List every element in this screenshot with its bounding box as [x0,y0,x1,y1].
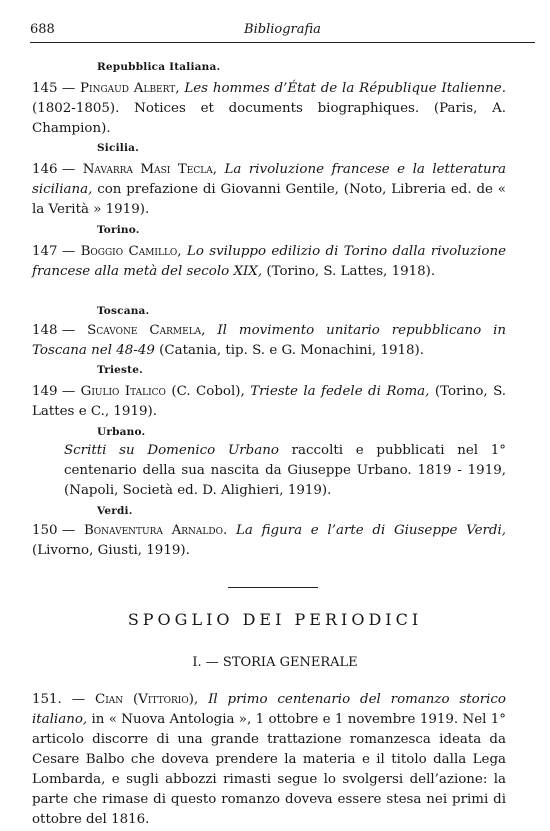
section-label-toscana: Toscana. [97,305,150,317]
entry-details: (Torino, S. Lattes, 1918). [266,264,436,279]
entry-number: 148 — [32,323,76,338]
entry-title: Trieste la fedele di Roma, [250,384,430,399]
page-header [30,16,535,43]
entry-number: 146 — [32,162,76,177]
entry-author: Boggio Camillo, [80,244,182,259]
section-label-torino: Torino. [97,224,140,236]
entry-145 [32,79,506,139]
entry-details: (1802-1805). Notices et documents biographiques. (Paris, A. Champion). [32,101,506,136]
entry-details-pre: (C. Cobol), [171,384,245,399]
entry-number: 149 — [32,384,76,399]
entry-151 [32,690,506,830]
entry-150 [32,521,506,561]
entry-details: con prefazione di Giovanni Gentile, (Noto, Libreria ed. de « la Verità » 1919). [32,182,506,217]
section-label-trieste: Trieste. [97,364,143,376]
entry-title: La figura e l’arte di Giuseppe Verdi, [235,523,507,538]
entry-number: 150 — [32,523,76,538]
section-divider [228,587,318,588]
entry-title: Il movimento unitario repubblicano in Toscana nel 48-49 [32,323,506,358]
entry-title: La rivoluzione francese e la letteratura siciliana, [32,162,506,197]
section-label-repubblica: Repubblica Italiana. [97,61,221,73]
entry-author: Cian (Vittorio), [94,692,199,707]
entry-149 [32,382,506,422]
entry-title: Lo sviluppo edilizio di Torino dalla rivoluzione francese alla metà del secolo XIX, [32,244,506,279]
entry-title: Les hommes d’État de la République Italienne. [184,81,506,96]
entry-details: in « Nuova Antologia », 1 ottobre e 1 novembre 1919. [91,712,459,727]
entry-number: 147 — [32,244,76,259]
entry-number: 151. — [32,692,86,707]
subsection-heading: I. — STORIA GENERALE [192,655,358,670]
running-title: Bibliografia [244,22,321,37]
entry-author: Bonaventura Arnaldo. [83,523,228,538]
entry-details: (Catania, tip. S. e G. Monachini, 1918). [159,343,424,358]
entry-author: Giulio Italico [80,384,166,399]
entry-title: Il primo centenario del romanzo storico italiano, [32,692,506,727]
section-label-verdi: Verdi. [97,505,133,517]
section-label-sicilia: Sicilia. [97,142,139,154]
entry-details: raccolti e pubblicati nel 1° centenario della sua nascita da Giuseppe Urbano. 1819 - 1919, (Napoli, Società ed. D. Alighieri, 1919). [64,443,506,498]
page-number: 688 [30,22,55,37]
entry-number: 145 — [32,81,76,96]
entry-urbano [64,441,506,501]
section-heading: SPOGLIO DEI PERIODICI [127,610,423,629]
entry-author: Pingaud Albert, [80,81,180,96]
entry-details: (Torino, S. Lattes e C., 1919). [32,384,507,419]
entry-author: Navarra Masi Tecla, [82,162,217,177]
section-label-urbano: Urbano. [97,426,146,438]
entry-author: Scavone Carmela, [87,323,206,338]
entry-147 [32,242,506,282]
entry-146 [32,160,506,220]
entry-148 [32,321,506,361]
entry-title: Scritti su Domenico Urbano [64,443,279,458]
entry-details: (Livorno, Giusti, 1919). [32,543,190,558]
entry-abstract: Nel 1° articolo discorre di una grande trattazione romanzesca ideata da Cesare Balbo che doveva prendere la materia e il titolo dalla Lega Lombarda, e sugli abbozzi rimasti segue lo svolgersi dell’azione: la parte che rimase di questo romanzo doveva essere stesa nei primi di ottobre del 1816. [32,712,506,827]
